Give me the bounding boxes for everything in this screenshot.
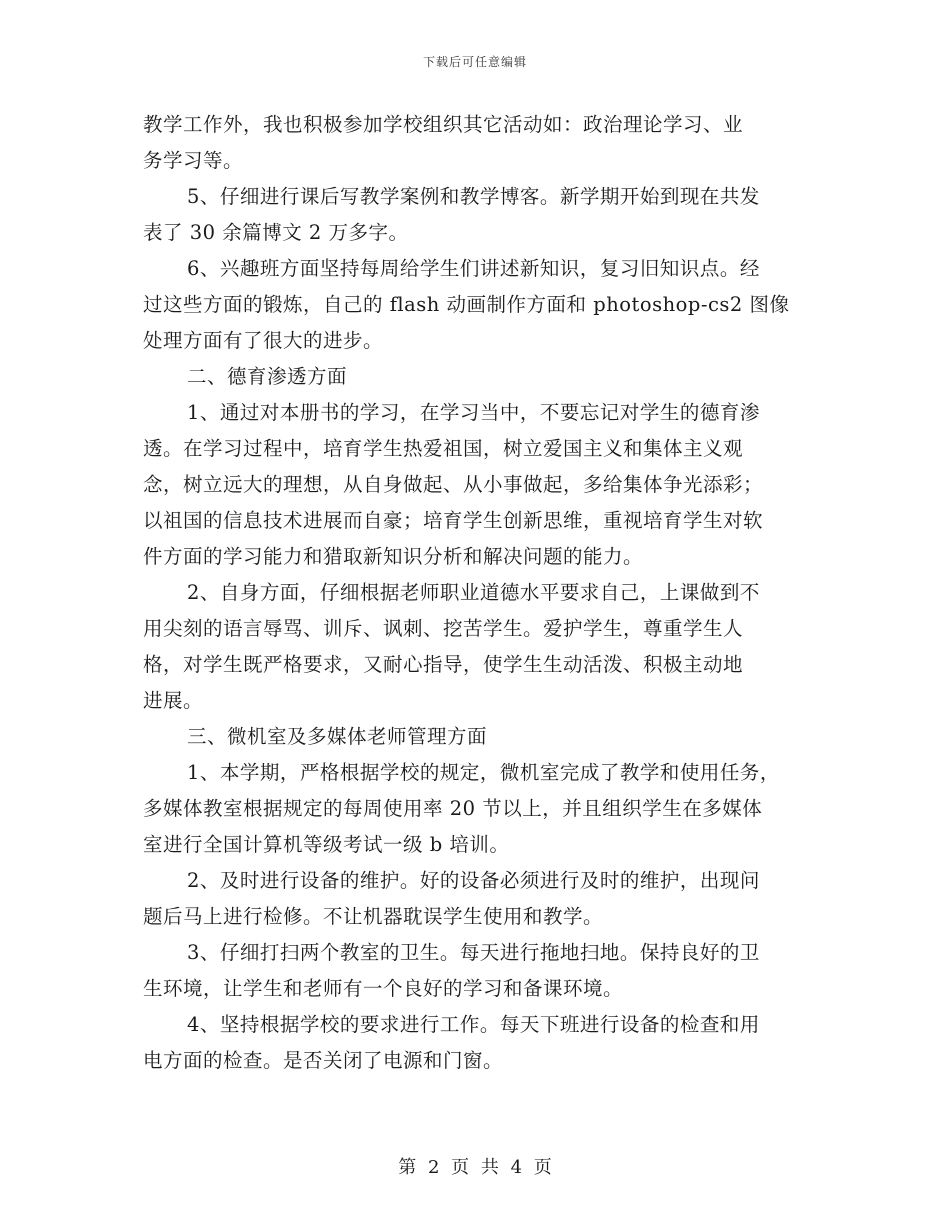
text-line: 教学工作外，我也积极参加学校组织其它活动如：政治理论学习、业 (143, 113, 744, 136)
text-line: 件方面的学习能力和猎取新知识分析和解决问题的能力。 (143, 545, 644, 568)
text-line: 题后马上进行检修。不让机器耽误学生使用和教学。 (143, 905, 604, 928)
text-line: 格，对学生既严格要求，又耐心指导，使学生生动活泼、积极主动地 (143, 653, 744, 676)
text-line: 三、微机室及多媒体老师管理方面 (187, 725, 488, 748)
text-line: 6、兴趣班方面坚持每周给学生们讲述新知识，复习旧知识点。经 (187, 257, 760, 280)
page-number-footer: 第 2 页 共 4 页 (398, 1157, 552, 1178)
text-line: 3、仔细打扫两个教室的卫生。每天进行拖地扫地。保持良好的卫 (187, 941, 760, 964)
text-line: 室进行全国计算机等级考试一级 b 培训。 (143, 833, 510, 856)
text-line: 2、自身方面，仔细根据老师职业道德水平要求自己，上课做到不 (187, 581, 760, 604)
text-line: 过这些方面的锻炼，自己的 flash 动画制作方面和 photoshop-cs2 图像 (143, 293, 790, 316)
text-line: 电方面的检查。是否关闭了电源和门窗。 (143, 1049, 504, 1072)
text-line: 进展。 (143, 689, 204, 712)
document-body (143, 107, 809, 1079)
text-line: 生环境，让学生和老师有一个良好的学习和备课环境。 (143, 977, 624, 1000)
text-line: 务学习等。 (143, 149, 244, 172)
text-line: 处理方面有了很大的进步。 (143, 329, 384, 352)
text-line: 念，树立远大的理想，从自身做起、从小事做起，多给集体争光添彩； (143, 473, 764, 496)
text-line: 以祖国的信息技术进展而自豪；培育学生创新思维，重视培育学生对软 (143, 509, 764, 532)
text-line: 2、及时进行设备的维护。好的设备必须进行及时的维护，出现问 (187, 869, 760, 892)
text-line: 多媒体教室根据规定的每周使用率 20 节以上，并且组织学生在多媒体 (143, 797, 763, 820)
page-header: 下载后可任意编辑 (422, 55, 527, 69)
text-line: 1、通过对本册书的学习，在学习当中，不要忘记对学生的德育渗 (187, 401, 760, 424)
text-line: 5、仔细进行课后写教学案例和教学博客。新学期开始到现在共发 (187, 185, 760, 208)
text-line: 4、坚持根据学校的要求进行工作。每天下班进行设备的检查和用 (187, 1013, 760, 1036)
text-line: 透。在学习过程中，培育学生热爱祖国，树立爱国主义和集体主义观 (143, 437, 744, 460)
text-line: 表了 30 余篇博文 2 万多字。 (143, 221, 409, 244)
text-line: 二、德育渗透方面 (187, 365, 348, 388)
text-line: 1、本学期，严格根据学校的规定，微机室完成了教学和使用任务， (187, 761, 780, 784)
text-line: 用尖刻的语言辱骂、训斥、讽刺、挖苦学生。爱护学生，尊重学生人 (143, 617, 744, 640)
